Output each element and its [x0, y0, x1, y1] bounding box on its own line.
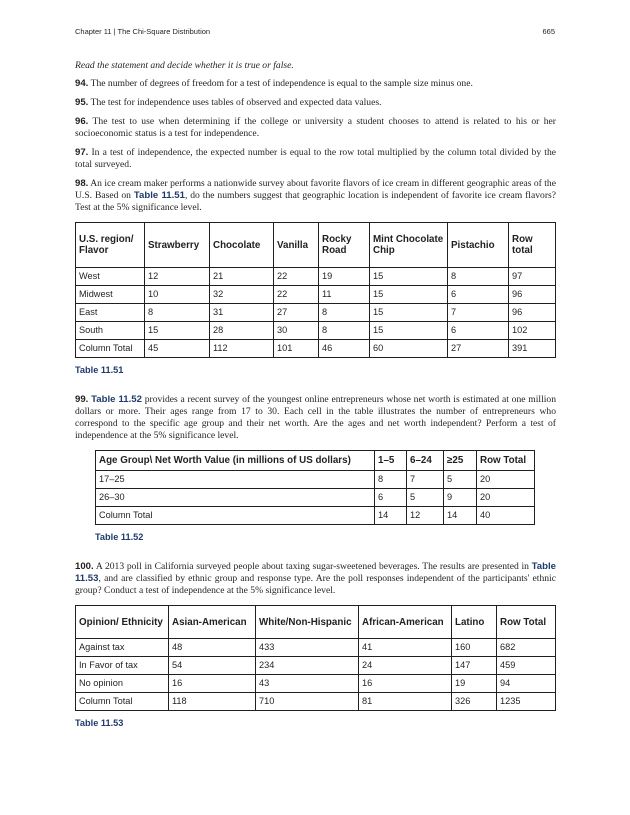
column-header: 1–5	[375, 451, 407, 471]
table-cell: 147	[452, 657, 497, 675]
table-row	[76, 639, 556, 657]
table-cell: 81	[359, 693, 452, 711]
table-cell: 8	[319, 304, 370, 322]
exercise-number: 95.	[75, 97, 89, 108]
table-header-row	[76, 606, 556, 639]
table-cell: 45	[145, 340, 210, 358]
table-cell: 8	[319, 322, 370, 340]
exercise-number: 98.	[75, 178, 89, 189]
table-cell: 28	[210, 322, 274, 340]
column-header: Row total	[509, 223, 556, 268]
table-cell: 7	[407, 471, 444, 489]
exercise-96	[75, 116, 556, 140]
table-row	[76, 657, 556, 675]
table-cell: 40	[477, 507, 535, 525]
table-cell: 160	[452, 639, 497, 657]
table-cell: 433	[256, 639, 359, 657]
table-caption: Table 11.51	[75, 365, 124, 375]
table-cell: 30	[274, 322, 319, 340]
table-row	[76, 268, 556, 286]
column-header: Vanilla	[274, 223, 319, 268]
chapter-title: Chapter 11 | The Chi-Square Distribution	[75, 27, 211, 36]
table-11-52	[95, 450, 535, 525]
exercise-number: 96.	[75, 116, 89, 127]
table-cell: 12	[145, 268, 210, 286]
table-header-row	[76, 223, 556, 268]
table-cell: East	[76, 304, 145, 322]
table-cell: 31	[210, 304, 274, 322]
exercise-text-cont: , and are classified by ethnic group and response type. Are the poll responses independent of the participants' ethnic group? Conduct a test of independence at the 5% significance level.	[75, 573, 556, 596]
table-cell: 101	[274, 340, 319, 358]
column-header: U.S. region/ Flavor	[76, 223, 145, 268]
table-cell: 10	[145, 286, 210, 304]
table-row	[76, 340, 556, 358]
table-cell: 102	[509, 322, 556, 340]
table-cell: 8	[145, 304, 210, 322]
exercise-98	[75, 178, 556, 214]
table-cell: 118	[169, 693, 256, 711]
table-cell: Column Total	[76, 693, 169, 711]
table-cell: 234	[256, 657, 359, 675]
exercise-number: 99.	[75, 394, 89, 405]
exercise-text: The test for independence uses tables of observed and expected data values.	[90, 97, 382, 108]
table-cell: 14	[444, 507, 477, 525]
table-row	[96, 507, 535, 525]
table-cell: 8	[375, 471, 407, 489]
table-cell: 11	[319, 286, 370, 304]
table-cell: 15	[370, 286, 448, 304]
table-link[interactable]: Table 11.53	[75, 561, 556, 584]
table-row	[96, 489, 535, 507]
exercise-94	[75, 78, 556, 90]
column-header: Row Total	[477, 451, 535, 471]
table-cell: 43	[256, 675, 359, 693]
table-cell: 15	[370, 268, 448, 286]
table-cell: 7	[448, 304, 509, 322]
table-link[interactable]: Table 11.52	[91, 394, 142, 405]
instructions: Read the statement and decide whether it is true or false.	[75, 60, 294, 71]
table-cell: 26–30	[96, 489, 375, 507]
table-cell: 391	[509, 340, 556, 358]
table-cell: 21	[210, 268, 274, 286]
table-cell: 96	[509, 304, 556, 322]
table-cell: 9	[444, 489, 477, 507]
table-cell: Midwest	[76, 286, 145, 304]
table-caption: Table 11.52	[95, 532, 144, 542]
exercise-number: 100.	[75, 561, 94, 572]
exercise-text: The number of degrees of freedom for a test of independence is equal to the sample size minus one.	[90, 78, 473, 89]
table-11-51	[75, 222, 556, 358]
table-cell: 326	[452, 693, 497, 711]
table-cell: 19	[319, 268, 370, 286]
column-header: Strawberry	[145, 223, 210, 268]
column-header: 6–24	[407, 451, 444, 471]
table-cell: 5	[444, 471, 477, 489]
table-cell: 20	[477, 471, 535, 489]
exercise-99	[75, 394, 556, 442]
table-cell: 96	[509, 286, 556, 304]
column-header: Age Group\ Net Worth Value (in millions of US dollars)	[96, 451, 375, 471]
table-cell: West	[76, 268, 145, 286]
page-number: 665	[542, 27, 555, 36]
table-cell: 1235	[497, 693, 556, 711]
exercise-number: 94.	[75, 78, 89, 89]
table-cell: 27	[448, 340, 509, 358]
exercise-95	[75, 97, 556, 109]
table-cell: 19	[452, 675, 497, 693]
exercise-text: In a test of independence, the expected number is equal to the row total multiplied by the column total divided by the total surveyed.	[75, 147, 556, 170]
table-row	[76, 322, 556, 340]
table-cell: 112	[210, 340, 274, 358]
column-header: Pistachio	[448, 223, 509, 268]
table-cell: 459	[497, 657, 556, 675]
table-11-53	[75, 605, 556, 711]
exercise-text: provides a recent survey of the youngest online entrepreneurs whose net worth is estimated at one million dollars or more. Their ages range from 17 to 30. Each cell in the table illustrates the number of entrepreneurs who correspond to the specific age group and their net worth. Are the ages and net worth independent? Perform a test of independence at the 5% significance level.	[75, 394, 556, 441]
table-cell: 16	[359, 675, 452, 693]
column-header: ≥25	[444, 451, 477, 471]
table-cell: 16	[169, 675, 256, 693]
exercise-text-cont: , do the numbers suggest that geographic location is independent of favorite ice cream flavors? Test at the 5% significance level.	[75, 190, 557, 213]
table-cell: Column Total	[96, 507, 375, 525]
table-cell: 22	[274, 286, 319, 304]
table-cell: South	[76, 322, 145, 340]
table-cell: 22	[274, 268, 319, 286]
table-cell: 5	[407, 489, 444, 507]
table-cell: 24	[359, 657, 452, 675]
column-header: Latino	[452, 606, 497, 639]
table-cell: 14	[375, 507, 407, 525]
table-cell: 97	[509, 268, 556, 286]
table-cell: 12	[407, 507, 444, 525]
table-cell: 6	[448, 286, 509, 304]
exercise-text: An ice cream maker performs a nationwide survey about favorite flavors of ice cream in different geographic areas of the U.S. Based on	[75, 178, 556, 201]
table-cell: 6	[448, 322, 509, 340]
table-cell: 27	[274, 304, 319, 322]
main-content	[75, 60, 556, 747]
table-cell: 15	[370, 322, 448, 340]
column-header: Chocolate	[210, 223, 274, 268]
table-link[interactable]: Table 11.51	[133, 190, 185, 201]
table-cell: No opinion	[76, 675, 169, 693]
exercise-100	[75, 561, 556, 597]
table-cell: 46	[319, 340, 370, 358]
table-cell: 710	[256, 693, 359, 711]
table-cell: 60	[370, 340, 448, 358]
column-header: Row Total	[497, 606, 556, 639]
table-row	[76, 675, 556, 693]
table-row	[96, 471, 535, 489]
table-cell: 20	[477, 489, 535, 507]
column-header: White/Non-Hispanic	[256, 606, 359, 639]
table-cell: 32	[210, 286, 274, 304]
column-header: African-American	[359, 606, 452, 639]
column-header: Rocky Road	[319, 223, 370, 268]
table-row	[76, 286, 556, 304]
column-header: Opinion/ Ethnicity	[76, 606, 169, 639]
table-cell: 15	[370, 304, 448, 322]
table-cell: 6	[375, 489, 407, 507]
table-cell: 54	[169, 657, 256, 675]
exercise-text: The test to use when determining if the college or university a student chooses to attend is related to his or her socioeconomic status is a test for independence.	[75, 116, 556, 139]
table-cell: Against tax	[76, 639, 169, 657]
table-cell: 48	[169, 639, 256, 657]
exercise-97	[75, 147, 556, 171]
column-header: Asian-American	[169, 606, 256, 639]
table-cell: 8	[448, 268, 509, 286]
table-cell: 15	[145, 322, 210, 340]
table-caption: Table 11.53	[75, 718, 124, 728]
exercise-text: A 2013 poll in California surveyed people about taxing sugar-sweetened beverages. The results are presented in	[95, 561, 529, 572]
exercise-number: 97.	[75, 147, 89, 158]
table-cell: 94	[497, 675, 556, 693]
table-cell: Column Total	[76, 340, 145, 358]
table-cell: 17–25	[96, 471, 375, 489]
table-cell: In Favor of tax	[76, 657, 169, 675]
column-header: Mint Chocolate Chip	[370, 223, 448, 268]
table-cell: 41	[359, 639, 452, 657]
table-row	[76, 304, 556, 322]
table-cell: 682	[497, 639, 556, 657]
table-header-row	[96, 451, 535, 471]
table-row	[76, 693, 556, 711]
